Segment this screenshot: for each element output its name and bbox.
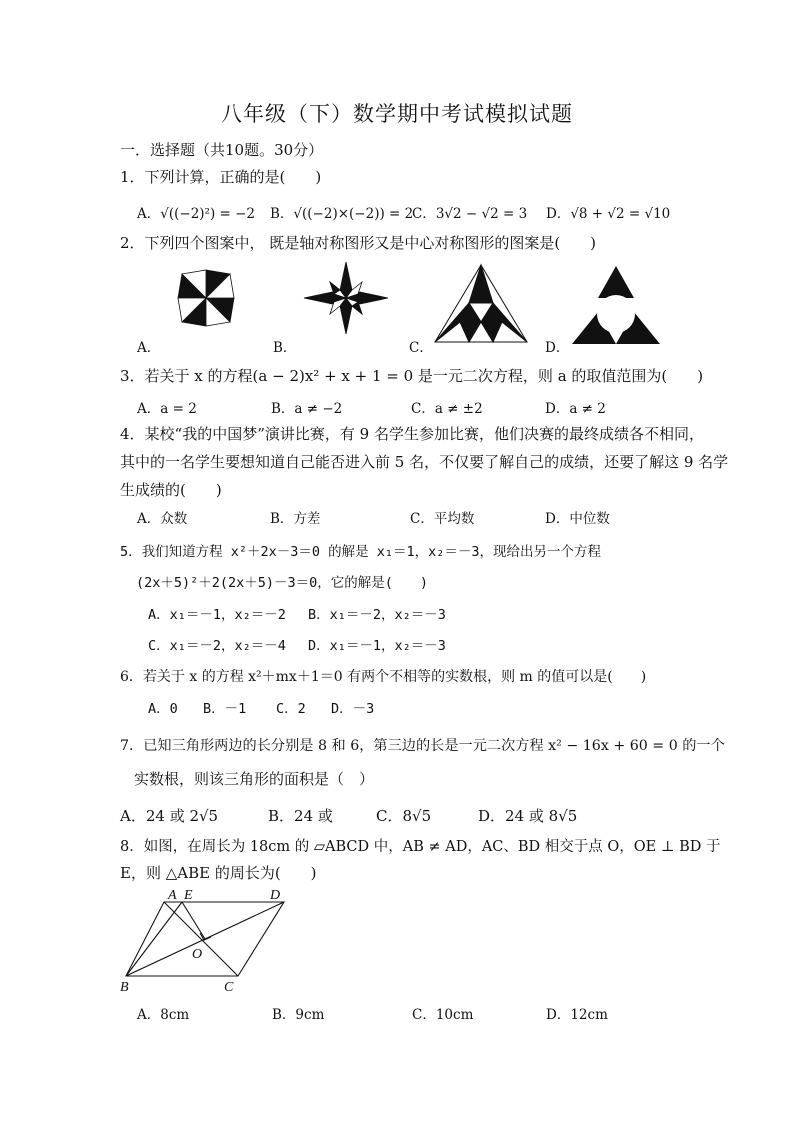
q8-option-c: C．10cm xyxy=(412,1007,474,1023)
q8-option-b: B．9cm xyxy=(272,1007,325,1023)
q6-option-c: C．2 xyxy=(276,701,306,717)
question-7-line1: 7．已知三角形两边的长分别是 8 和 6，第三边的长是一元二次方程 x² − 16x + 60 = 0 的一个 xyxy=(120,738,725,754)
figure-pinwheel xyxy=(160,266,256,330)
q7-option-a: A．24 或 2√5 xyxy=(120,807,219,825)
q5-option-a: A．x₁＝－1，x₂＝－2 xyxy=(148,607,286,623)
vertex-label-o: O xyxy=(192,947,203,962)
question-8-line2: E，则 △ABE 的周长为( ) xyxy=(120,864,317,882)
q2-label-c: C． xyxy=(409,340,433,356)
figure-parallelogram xyxy=(116,888,300,994)
q4-option-a: A．众数 xyxy=(137,511,188,527)
q3-option-b: B．a ≠ −2 xyxy=(271,401,343,417)
question-7-line2: 实数根，则该三角形的面积是（ ） xyxy=(134,770,375,788)
question-4-line1: 4．某校“我的中国梦”演讲比赛，有 9 名学生参加比赛，他们决赛的最终成绩各不相同， xyxy=(120,425,704,443)
question-1-stem: 1．下列计算，正确的是( ) xyxy=(120,168,322,186)
q2-label-d: D． xyxy=(545,340,570,356)
q2-label-b: B． xyxy=(273,340,297,356)
q3-option-a: A．a = 2 xyxy=(137,401,197,417)
vertex-label-e: E xyxy=(184,888,193,903)
q2-label-a: A． xyxy=(137,340,161,356)
q5-option-c: C．x₁＝－2，x₂＝－4 xyxy=(148,638,286,654)
figure-triangle xyxy=(432,262,530,346)
question-6-stem: 6．若关于 x 的方程 x²＋mx＋1＝0 有两个不相等的实数根，则 m 的值可以是( ) xyxy=(120,669,647,685)
vertex-label-d: D xyxy=(270,888,281,903)
q5-option-d: D．x₁＝－1，x₂＝－3 xyxy=(308,638,446,654)
q7-option-b: B．24 或 xyxy=(268,807,333,825)
question-5-line1: 5．我们知道方程 x²＋2x－3＝0 的解是 x₁＝1，x₂＝－3，现给出另一个方程 xyxy=(120,544,602,560)
q7-option-d: D．24 或 8√5 xyxy=(478,807,578,825)
q3-option-d: D．a ≠ 2 xyxy=(545,401,606,417)
figure-star xyxy=(300,258,392,338)
q6-option-d: D．－3 xyxy=(331,701,375,717)
question-8-line1: 8．如图，在周长为 18cm 的 ▱ABCD 中，AB ≠ AD，AC、BD 相交于点 O，OE ⊥ BD 于 xyxy=(120,839,721,855)
figure-three-triangles xyxy=(568,262,664,348)
q1-option-c: C．3√2 − √2 = 3 xyxy=(412,206,528,222)
page-title: 八年级（下）数学期中考试模拟试题 xyxy=(221,102,573,126)
q3-option-c: C．a ≠ ±2 xyxy=(411,401,483,417)
q5-option-b: B．x₁＝－2，x₂＝－3 xyxy=(308,607,446,623)
question-3-stem: 3．若关于 x 的方程(a − 2)x² + x + 1 = 0 是一元二次方程，则 a 的取值范围为( ) xyxy=(120,367,704,385)
question-4-line3: 生成绩的( ) xyxy=(120,481,222,499)
q1-option-d: D．√8 + √2 = √10 xyxy=(546,206,671,222)
q1-option-b: B．√((−2)×(−2)) = 2 xyxy=(270,206,414,222)
q7-option-c: C．8√5 xyxy=(376,807,432,825)
q4-option-d: D．中位数 xyxy=(545,511,610,527)
question-5-line2: (2x＋5)²＋2(2x＋5)－3＝0，它的解是( ) xyxy=(136,575,429,591)
vertex-label-a: A xyxy=(168,888,177,903)
q6-option-a: A．0 xyxy=(148,701,178,717)
question-2-stem: 2．下列四个图案中， 既是轴对称图形又是中心对称图形的图案是( ) xyxy=(120,234,597,252)
q8-option-d: D．12cm xyxy=(546,1007,608,1023)
vertex-label-c: C xyxy=(224,980,234,994)
section-heading: 一．选择题（共10题。30分） xyxy=(120,141,324,159)
q4-option-c: C．平均数 xyxy=(410,511,475,527)
vertex-label-b: B xyxy=(120,980,129,994)
q8-option-a: A．8cm xyxy=(137,1007,190,1023)
q1-option-a: A．√((−2)²) = −2 xyxy=(137,206,256,222)
q4-option-b: B．方差 xyxy=(270,511,321,527)
q6-option-b: B．－1 xyxy=(203,701,247,717)
question-4-line2: 其中的一名学生要想知道自己能否进入前 5 名，不仅要了解自己的成绩，还要了解这 9 名学 xyxy=(120,453,729,471)
